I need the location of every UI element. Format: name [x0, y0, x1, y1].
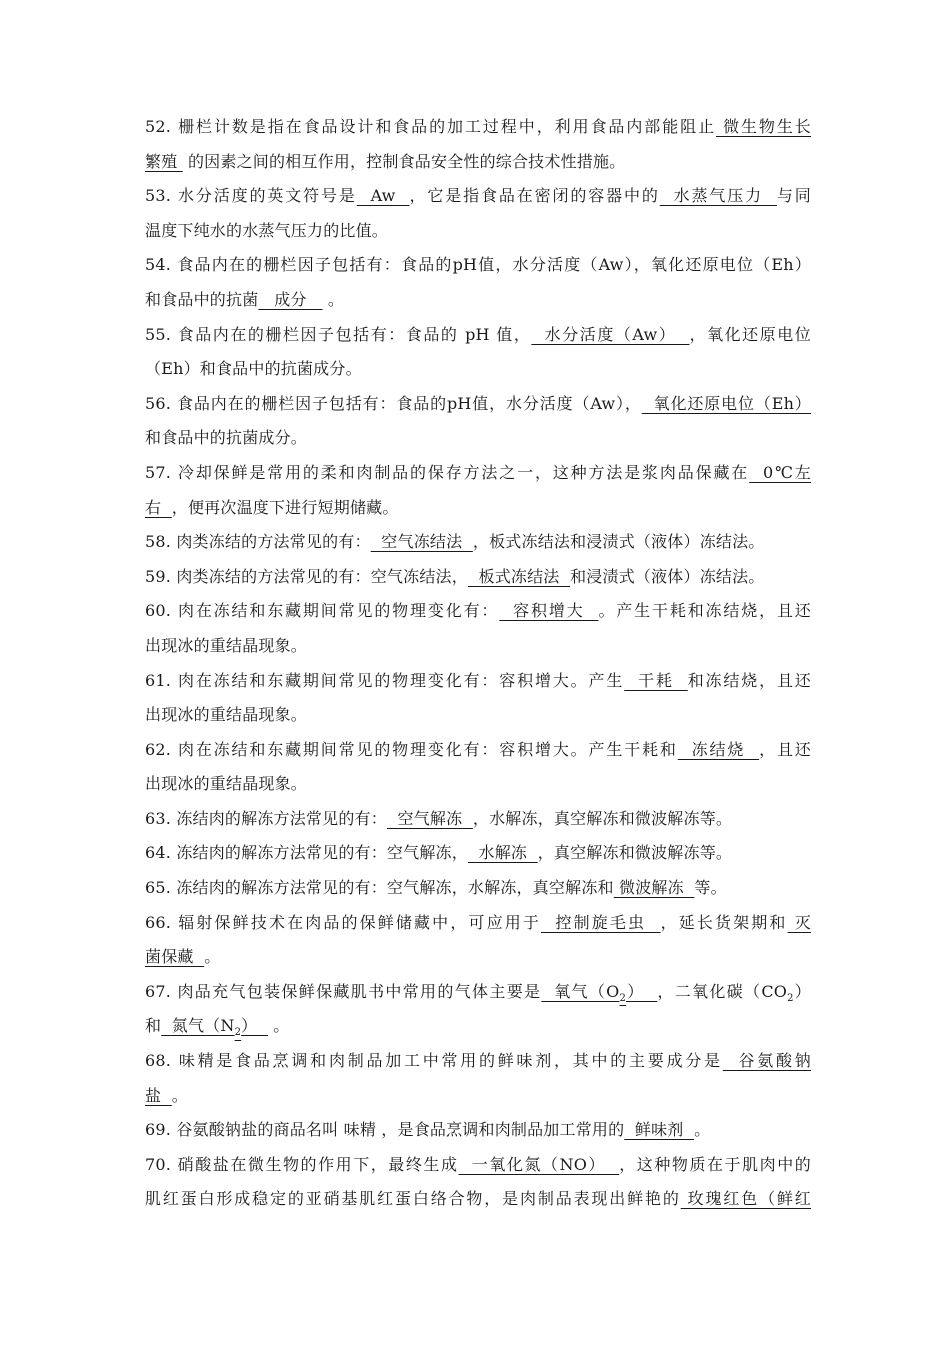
answer-blank: 氧化还原电位（Eh）: [641, 393, 811, 413]
answer-blank: 一氧化氮（NO）: [458, 1154, 620, 1174]
text-line: [145, 664, 811, 699]
answer-blank: 空气解冻: [386, 808, 473, 828]
text-segment: ，二氧化碳（CO: [657, 981, 788, 1001]
question-item: [145, 664, 811, 733]
question-item: [145, 110, 811, 179]
question-item: [145, 560, 811, 595]
text-segment: 出现冰的重结晶现象。: [145, 635, 308, 655]
text-segment: ，真空解冻和微波解冻等。: [537, 843, 733, 863]
text-line: [145, 318, 811, 353]
text-segment: 53. 水分活度的英文符号是: [145, 186, 357, 206]
question-item: [145, 318, 811, 387]
text-segment: 59. 肉类冻结的方法常见的有：空气冻结法，: [145, 566, 468, 586]
answer-blank: 氧气（O: [541, 981, 620, 1001]
answer-blank: 水解冻: [467, 843, 538, 863]
answer-blank: 右: [145, 497, 172, 517]
question-item: [145, 906, 811, 975]
answer-blank: 成分: [258, 289, 323, 309]
text-segment: 62. 肉在冻结和东藏期间常见的物理变化有：容积增大。产生干耗和: [145, 739, 678, 759]
text-line: [145, 594, 811, 629]
answer-blank: Aw: [356, 186, 410, 206]
subscript: 2: [787, 993, 794, 1005]
text-line: [145, 214, 811, 249]
text-segment: 70. 硝酸盐在微生物的作用下，最终生成: [145, 1154, 459, 1174]
text-line: [145, 1009, 811, 1044]
text-segment: ，延长货架期和: [660, 912, 788, 932]
text-segment: 温度下纯水的水蒸气压力的比值。: [145, 220, 389, 240]
text-segment: 52. 栅栏计数是指在食品设计和食品的加工过程中，利用食品内部能阻止: [145, 117, 717, 136]
text-line: [145, 836, 811, 871]
text-line: [145, 145, 811, 180]
text-line: [145, 698, 811, 733]
question-item: [145, 525, 811, 560]
question-item: [145, 179, 811, 248]
answer-blank: 板式冻结法: [467, 566, 571, 586]
text-line: [145, 975, 811, 1010]
question-item: [145, 1113, 811, 1148]
text-line: [145, 871, 811, 906]
text-segment: 的因素之间的相互作用，控制食品安全性的综合技术性措施。: [182, 151, 626, 171]
text-segment: 肌红蛋白形成稳定的亚硝基肌红蛋白络合物，是肉制品表现出鲜艳的: [145, 1189, 681, 1209]
text-segment: 。产生干耗和冻结烧，且还: [598, 601, 811, 621]
answer-blank: 水蒸气压力: [659, 186, 777, 206]
text-segment: 和: [145, 1016, 162, 1036]
question-item: [145, 1148, 811, 1217]
answer-blank: 谷氨酸钠: [722, 1051, 811, 1071]
text-segment: 61. 肉在冻结和东藏期间常见的物理变化有：容积增大。产生: [145, 670, 625, 690]
answer-blank: 冻结烧: [677, 739, 760, 759]
answer-blank: 菌保藏: [145, 947, 205, 967]
text-segment: 66. 辐射保鲜技术在肉品的保鲜储藏中，可应用于: [145, 912, 542, 932]
answer-blank: 空气冻结法: [370, 532, 473, 552]
text-segment: 64. 冻结肉的解冻方法常见的有：空气解冻，: [145, 843, 468, 863]
text-line: [145, 525, 811, 560]
text-line: [145, 767, 811, 802]
answer-blank: 容积增大: [499, 601, 599, 621]
text-line: [145, 733, 811, 768]
answer-blank: 繁殖: [145, 151, 183, 171]
text-segment: 60. 肉在冻结和东藏期间常见的物理变化有：: [145, 601, 500, 621]
text-line: [145, 1044, 811, 1079]
answer-blank: 干耗: [624, 670, 688, 690]
text-segment: 等。: [694, 878, 727, 898]
text-segment: 。: [204, 947, 221, 967]
answer-blank: 2: [619, 993, 627, 1005]
question-item: [145, 1044, 811, 1113]
answer-blank: 玫瑰红色（鲜红: [680, 1189, 811, 1209]
text-segment: ，板式冻结法和浸渍式（液体）冻结法。: [472, 532, 765, 552]
answer-blank: 灭: [787, 912, 811, 932]
answer-blank: 0℃左: [749, 462, 811, 482]
answer-blank: 2: [234, 1027, 242, 1039]
question-item: [145, 387, 811, 456]
question-item: [145, 836, 811, 871]
text-line: [145, 283, 811, 318]
text-line: [145, 1182, 811, 1217]
answer-blank: 水分活度（Aw）: [531, 324, 690, 344]
text-segment: 出现冰的重结晶现象。: [145, 774, 308, 794]
text-segment: 55. 食品内在的栅栏因子包括有：食品的 pH 值，: [145, 324, 532, 344]
text-segment: 69. 谷氨酸钠盐的商品名叫 味精 ，是食品烹调和肉制品加工常用的: [145, 1120, 625, 1140]
text-line: [145, 456, 811, 491]
question-item: [145, 248, 811, 317]
question-item: [145, 975, 811, 1044]
question-item: [145, 456, 811, 525]
text-line: [145, 491, 811, 526]
text-line: [145, 940, 811, 975]
answer-blank: 微波解冻: [613, 878, 695, 898]
text-segment: ，且还: [759, 739, 811, 759]
text-line: [145, 906, 811, 941]
text-segment: ，水解冻，真空解冻和微波解冻等。: [472, 808, 733, 828]
text-segment: 和冻结烧，且还: [687, 670, 811, 690]
text-line: [145, 248, 811, 283]
text-line: [145, 1148, 811, 1183]
text-segment: 。: [322, 289, 345, 309]
question-item: [145, 733, 811, 802]
text-line: [145, 802, 811, 837]
question-item: [145, 594, 811, 663]
answer-blank: 微生物生长: [716, 117, 811, 136]
text-line: [145, 560, 811, 595]
document-page: [145, 110, 811, 1217]
text-line: [145, 1113, 811, 1148]
text-segment: 56. 食品内在的栅栏因子包括有：食品的pH值，水分活度（Aw），: [145, 393, 642, 413]
text-segment: 68. 味精是食品烹调和肉制品加工中常用的鲜味剂，其中的主要成分是: [145, 1051, 723, 1071]
text-segment: 54. 食品内在的栅栏因子包括有：食品的pH值，水分活度（Aw），氧化还原电位（Eh）: [145, 255, 811, 275]
text-segment: ，氧化还原电位: [689, 324, 811, 344]
text-segment: 57. 冷却保鲜是常用的柔和肉制品的保存方法之一，这种方法是浆肉品保藏在: [145, 462, 750, 482]
text-line: [145, 179, 811, 214]
text-line: [145, 629, 811, 664]
answer-blank: ）: [241, 1016, 268, 1036]
text-segment: 58. 肉类冻结的方法常见的有：: [145, 532, 371, 552]
answer-blank: 盐: [145, 1085, 172, 1105]
text-segment: 与同: [776, 186, 811, 206]
text-segment: 出现冰的重结晶现象。: [145, 705, 308, 725]
text-segment: 和食品中的抗菌: [145, 289, 259, 309]
text-segment: ，便再次温度下进行短期储藏。: [171, 497, 399, 517]
text-segment: 。: [694, 1120, 711, 1140]
text-line: [145, 387, 811, 422]
text-line: [145, 1079, 811, 1114]
text-segment: ，它是指食品在密闭的容器中的: [409, 186, 660, 206]
text-segment: 和浸渍式（液体）冻结法。: [570, 566, 765, 586]
answer-blank: 鲜味剂: [624, 1120, 695, 1140]
question-item: [145, 802, 811, 837]
answer-blank: 控制旋毛虫: [541, 912, 661, 932]
text-segment: 。: [171, 1085, 188, 1105]
text-line: [145, 110, 811, 145]
text-segment: 65. 冻结肉的解冻方法常见的有：空气解冻，水解冻，真空解冻和: [145, 878, 614, 898]
answer-blank: 氮气（N: [161, 1016, 235, 1036]
text-line: [145, 352, 811, 387]
text-segment: 63. 冻结肉的解冻方法常见的有：: [145, 808, 387, 828]
answer-blank: ）: [626, 981, 658, 1001]
text-line: [145, 421, 811, 456]
text-segment: （Eh）和食品中的抗菌成分。: [145, 359, 362, 379]
text-segment: ，这种物质在于肌肉中的: [619, 1154, 811, 1174]
text-segment: 。: [267, 1016, 290, 1036]
text-segment: 67. 肉品充气包装保鲜保藏肌书中常用的气体主要是: [145, 981, 542, 1001]
question-item: [145, 871, 811, 906]
text-segment: 和食品中的抗菌成分。: [145, 428, 308, 448]
text-segment: ）: [793, 981, 811, 1001]
